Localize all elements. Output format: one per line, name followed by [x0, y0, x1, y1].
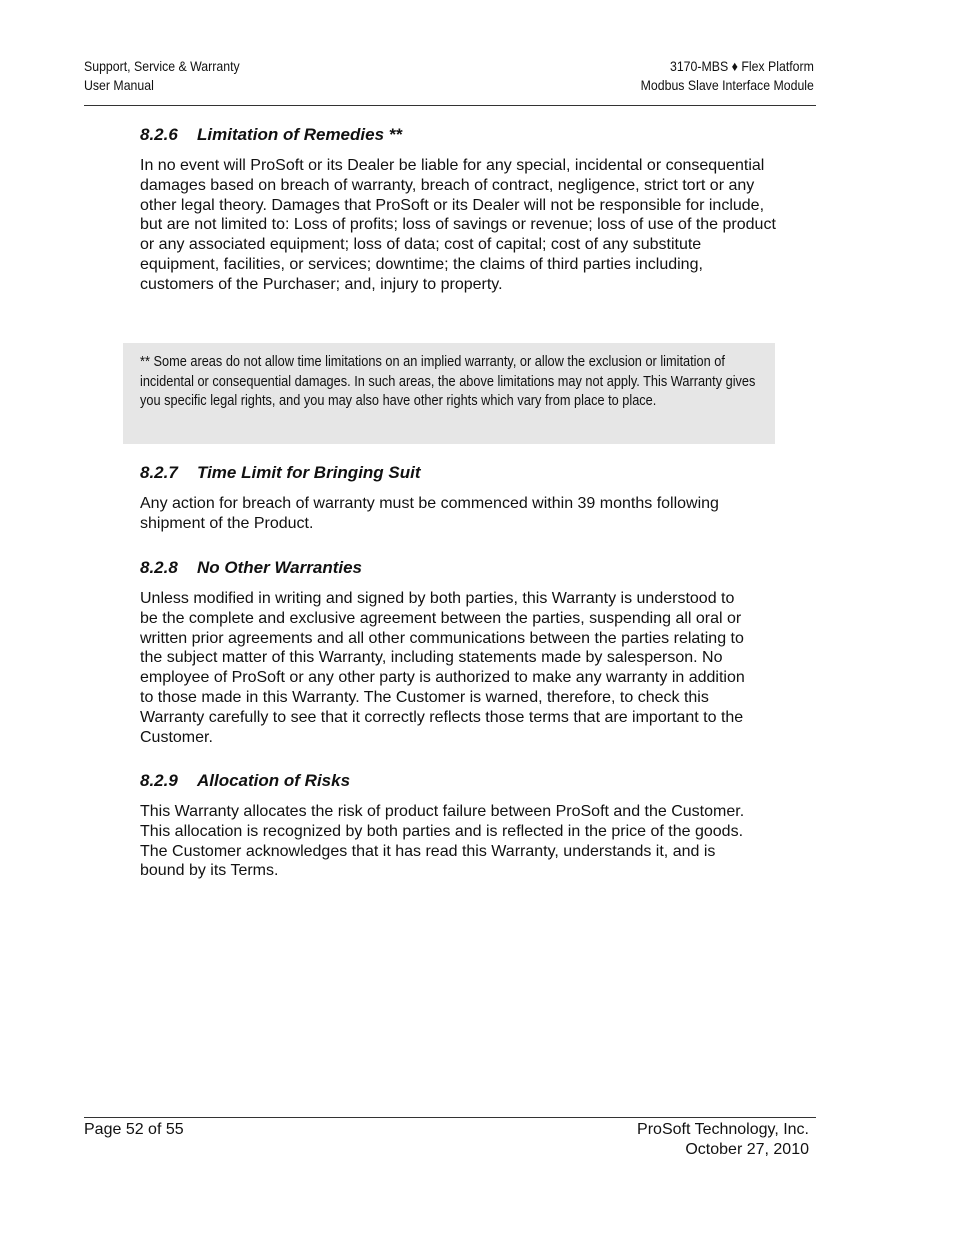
footer-divider [84, 1117, 816, 1118]
section-body: This Warranty allocates the risk of product failure between ProSoft and the Customer. This allocation is recognized by both parties and is reflected in the price of the goods. The Customer acknowledges that it has read this Warranty, understands it, and is bound by its Terms. [140, 803, 745, 880]
section-heading: 8.2.8 No Other Warranties [140, 558, 363, 577]
footer-right [637, 1120, 809, 1159]
header-product-desc: Modbus Slave Interface Module [640, 77, 814, 93]
footer-date: October 27, 2010 [685, 1140, 809, 1158]
section-no-other-warranties [140, 557, 780, 747]
header-doc-type: User Manual [84, 77, 154, 93]
section-heading: 8.2.6 Limitation of Remedies ** [140, 125, 402, 144]
header-divider [84, 105, 816, 106]
section-body: In no event will ProSoft or its Dealer be liable for any special, incidental or consequential damages based on breach of warranty, breach of contract, negligence, strict tort or any other legal theory. Damages that ProSoft or its Dealer will not be responsible for include, but are not limited to: Loss of profits; loss of savings or revenue; loss of use of the product or any associated equipment; loss of data; cost of capital; cost of any substitute equipment, facilities, or services; downtime; the claims of third parties including, customers of the Purchaser; and, injury to property. [140, 157, 776, 293]
footer-company: ProSoft Technology, Inc. [637, 1121, 809, 1138]
page-number: Page 52 of 55 [84, 1121, 184, 1138]
note-text: ** Some areas do not allow time limitations on an implied warranty, or allow the exclusion or limitation of incidental or consequential damages. In such areas, the above limitations may not apply. This Warranty gives you specific legal rights, and you may also have other rights which vary from place to place. [140, 354, 756, 410]
note-box [123, 343, 775, 444]
section-body: Any action for breach of warranty must be commenced within 39 months following shipment of the Product. [140, 495, 719, 532]
section-heading: 8.2.9 Allocation of Risks [140, 771, 351, 790]
section-heading: 8.2.7 Time Limit for Bringing Suit [140, 463, 421, 482]
section-limitation-of-remedies [140, 124, 780, 295]
header-left [84, 57, 240, 95]
header-product: 3170-MBS ♦ Flex Platform [670, 58, 814, 74]
section-time-limit [140, 462, 780, 534]
section-allocation-of-risks [140, 770, 780, 881]
section-body: Unless modified in writing and signed by both parties, this Warranty is understood to be the complete and exclusive agreement between the parties, suspending all oral or written prior agreements and all other communications between the parties relating to the subject matter of this Warranty, including statements made by salesperson. No employee of ProSoft or any other party is authorized to make any warranty in addition to those made in this Warranty. The Customer is warned, therefore, to check this Warranty carefully to see that it correctly reflects those terms that are important to the Customer. [140, 590, 745, 746]
header-right [641, 57, 814, 95]
header-section-title: Support, Service & Warranty [84, 58, 240, 74]
